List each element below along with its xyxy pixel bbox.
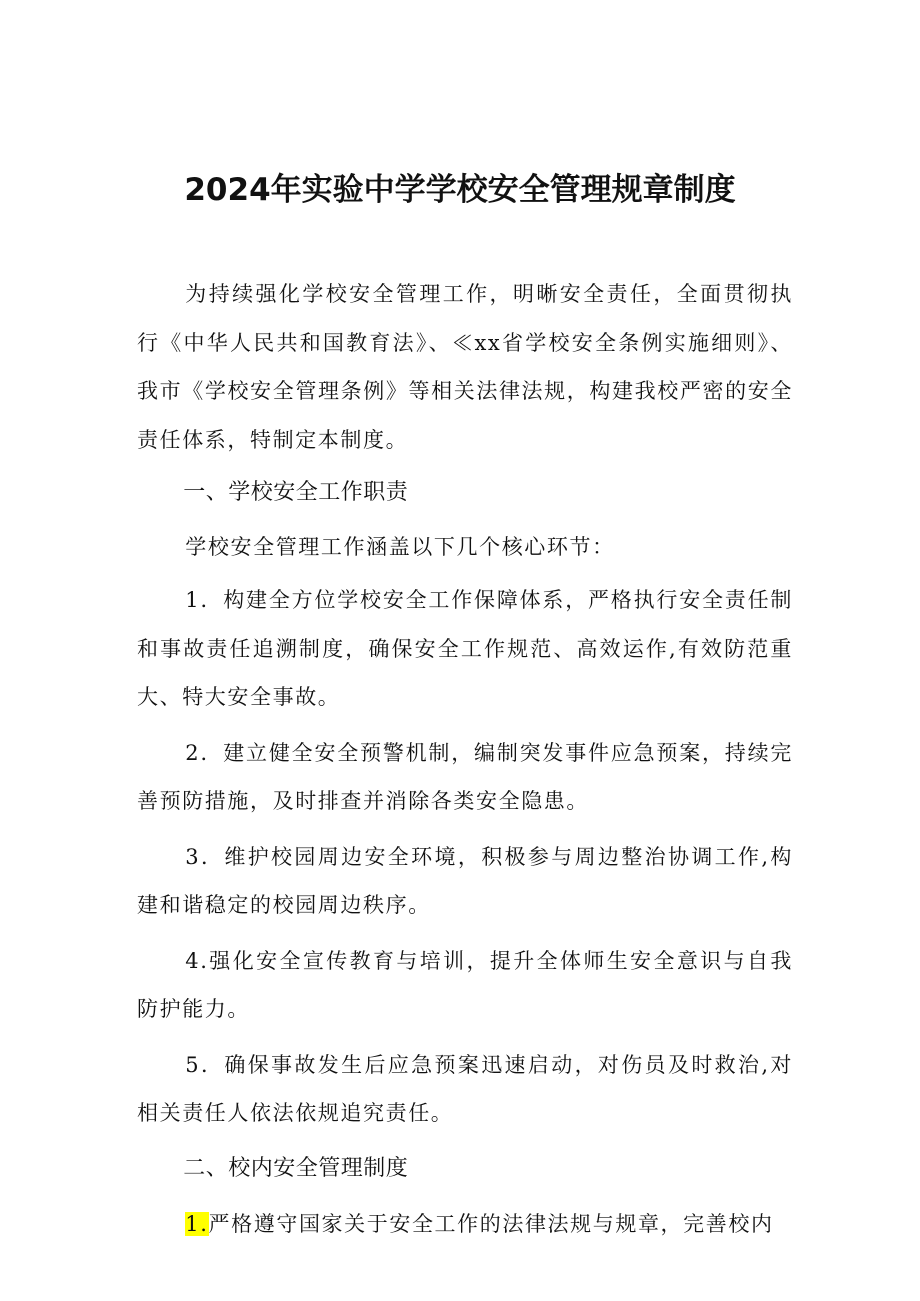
document-title: 2024年实验中学学校安全管理规章制度 xyxy=(184,172,736,208)
section-1-heading: 一、学校安全工作职责 xyxy=(183,480,409,505)
document-body xyxy=(137,270,793,1249)
section-1-item-4: 4.强化安全宣传教育与培训，提升全体师生安全意识与自我防护能力。 xyxy=(137,948,793,1021)
section-2-item-1-text: 严格遵守国家关于安全工作的法律法规与规章，完善校内 xyxy=(208,1212,774,1236)
section-1-lead: 学校安全管理工作涵盖以下几个核心环节： xyxy=(185,534,615,559)
section-2-item-1 xyxy=(137,1200,793,1249)
section-1-item-5: 5．确保事故发生后应急预案迅速启动，对伤员及时救治,对相关责任人依法依规追究责任。 xyxy=(137,1052,793,1125)
section-1-item-2: 2．建立健全安全预警机制，编制突发事件应急预案，持续完善预防措施，及时排查并消除各类安全隐患。 xyxy=(137,740,793,813)
section-2-heading: 二、校内安全管理制度 xyxy=(183,1155,409,1181)
section-1-item-1: 1．构建全方位学校安全工作保障体系，严格执行安全责任制和事故责任追溯制度，确保安全工作规范、高效运作,有效防范重大、特大安全事故。 xyxy=(137,588,793,709)
intro-paragraph: 为持续强化学校安全管理工作，明晰安全责任，全面贯彻执行《中华人民共和国教育法》、≪xx省学校安全条例实施细则》、我市《学校安全管理条例》等相关法律法规，构建我校严密的安全责任体系，特制定本制度。 xyxy=(137,282,793,452)
highlighted-item-number: 1. xyxy=(185,1212,209,1236)
section-1-item-3: 3．维护校园周边安全环境，积极参与周边整治协调工作,构建和谐稳定的校园周边秩序。 xyxy=(137,844,793,917)
